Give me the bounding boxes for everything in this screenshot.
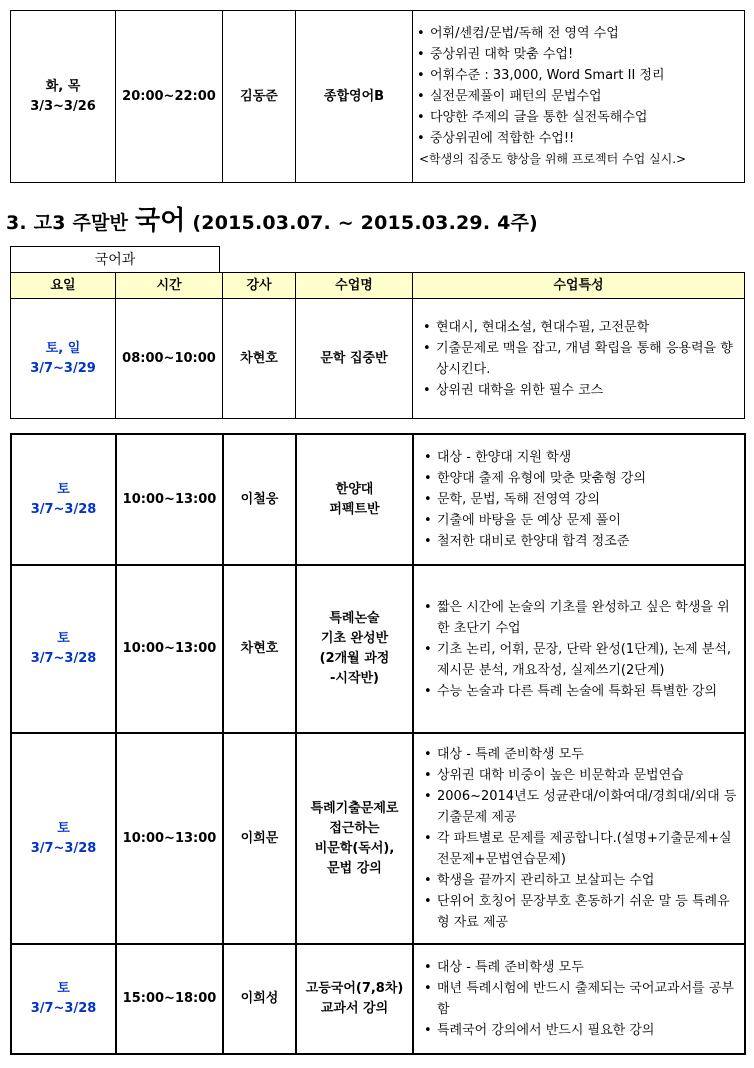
feature-item: • 한양대 출제 유형에 맞춘 맞춤형 강의 <box>424 468 738 489</box>
feature-item: • 수능 논술과 다른 특례 논술에 특화된 특별한 강의 <box>424 681 738 702</box>
feature-item: • 중상위권에 적합한 수업!! <box>417 128 738 149</box>
feature-item: • 중상위권 대학 맞춤 수업! <box>417 44 738 65</box>
teacher-cell: 차현호 <box>223 299 296 419</box>
feature-item: • 매년 특례시험에 반드시 출제되는 국어교과서를 공부함 <box>424 978 738 1020</box>
feature-item: • 어휘수준 : 33,000, Word Smart II 정리 <box>417 65 738 86</box>
feature-item: • 다양한 주제의 글을 통한 실전독해수업 <box>417 107 738 128</box>
feature-item: • 문학, 문법, 독해 전영역 강의 <box>424 489 738 510</box>
feature-item: • 단위어 호칭어 문장부호 혼동하기 쉬운 말 등 특례유형 자료 제공 <box>424 891 738 933</box>
period-text: 3/7~3/28 <box>30 840 97 856</box>
time-cell: 10:00~13:00 <box>116 565 223 733</box>
feature-item: • 현대시, 현대소설, 현대수필, 고전문학 <box>423 317 738 338</box>
teacher-cell: 김동준 <box>223 11 296 183</box>
features-cell <box>413 565 745 733</box>
prev-schedule-table <box>10 10 745 183</box>
course-cell <box>296 944 413 1054</box>
header-teacher: 강사 <box>223 273 296 299</box>
day-text: 토 <box>57 820 70 836</box>
course-line: 퍼펙트반 <box>329 501 380 517</box>
heading-prefix: 3. 고3 주말반 <box>6 212 129 234</box>
course-cell <box>296 565 413 733</box>
korean-schedule-table <box>10 272 745 419</box>
table-row <box>11 944 745 1054</box>
feature-item: • 대상 - 특례 준비학생 모두 <box>424 744 738 765</box>
header-time: 시간 <box>116 273 223 299</box>
course-cell <box>296 733 413 944</box>
feature-item: • 기출문제로 맥을 잡고, 개념 확립을 통해 응용력을 향상시킨다. <box>423 338 738 380</box>
feature-item: • 대상 - 특례 준비학생 모두 <box>424 957 738 978</box>
course-line: 접근하는 <box>329 820 380 836</box>
day-cell <box>11 299 116 419</box>
feature-item: • 특례국어 강의에서 반드시 필요한 강의 <box>424 1020 738 1041</box>
header-day: 요일 <box>11 273 116 299</box>
period-text: 3/7~3/29 <box>30 360 96 376</box>
features-cell <box>413 11 745 183</box>
time-cell: 08:00~10:00 <box>116 299 223 419</box>
feature-item: • 2006~2014년도 성균관대/이화여대/경희대/외대 등 기출문제 제공 <box>424 786 738 828</box>
table-row <box>11 434 745 565</box>
features-cell <box>413 733 745 944</box>
feature-item: • 어휘/센컴/문법/독해 전 영역 수업 <box>417 23 738 44</box>
course-line: (2개월 과정 <box>319 651 390 666</box>
features-cell <box>413 299 745 419</box>
feature-item: • 대상 - 한양대 지원 학생 <box>424 447 738 468</box>
feature-item: • 짧은 시간에 논술의 기초를 완성하고 싶은 학생을 위한 초단기 수업 <box>424 597 738 639</box>
course-cell: 문학 집중반 <box>296 299 413 419</box>
course-cell: 종합영어B <box>296 11 413 183</box>
department-label: 국어과 <box>10 246 220 273</box>
time-cell: 10:00~13:00 <box>116 733 223 944</box>
saturday-schedule-table <box>10 433 746 1055</box>
feature-item: • 기출에 바탕을 둔 예상 문제 풀이 <box>424 510 738 531</box>
feature-item: • 실전문제풀이 패턴의 문법수업 <box>417 86 738 107</box>
heading-period: (2015.03.07. ~ 2015.03.29. 4주) <box>192 212 538 234</box>
feature-item: • 각 파트별로 문제를 제공합니다.(설명+기출문제+실전문제+문법연습문제) <box>424 828 738 870</box>
feature-item: • 상위권 대학 비중이 높은 비문학과 문법연습 <box>424 765 738 786</box>
course-line: -시작반) <box>329 671 379 686</box>
header-row <box>11 273 745 299</box>
time-cell: 10:00~13:00 <box>116 434 223 565</box>
day-cell <box>11 733 116 944</box>
header-course: 수업명 <box>296 273 413 299</box>
features-cell <box>413 434 745 565</box>
day-text: 토 <box>57 481 70 497</box>
course-line: 교과서 강의 <box>320 1001 389 1016</box>
day-text: 토 <box>57 981 70 996</box>
teacher-cell: 이희성 <box>223 944 296 1054</box>
course-cell <box>296 434 413 565</box>
day-text: 화, 목 <box>45 78 81 94</box>
period-text: 3/7~3/28 <box>30 501 97 517</box>
feature-item: • 철저한 대비로 한양대 합격 정조준 <box>424 531 738 552</box>
time-cell: 20:00~22:00 <box>116 11 223 183</box>
table-row <box>11 565 745 733</box>
course-line: 한양대 <box>335 481 374 497</box>
course-line: 기초 완성반 <box>320 631 389 646</box>
course-line: 특례기출문제로 <box>310 800 399 816</box>
section-heading <box>6 200 538 237</box>
table-row <box>11 299 745 419</box>
header-features: 수업특성 <box>413 273 745 299</box>
course-line: 문법 강의 <box>327 860 382 876</box>
features-cell <box>413 944 745 1054</box>
heading-subject: 국어 <box>134 206 186 236</box>
course-line: 고등국어(7,8차) <box>305 981 404 996</box>
day-cell <box>11 944 116 1054</box>
period-text: 3/3~3/26 <box>30 98 96 114</box>
teacher-cell: 이희문 <box>223 733 296 944</box>
time-cell: 15:00~18:00 <box>116 944 223 1054</box>
period-text: 3/7~3/28 <box>30 1001 97 1016</box>
feature-item: • 기초 논리, 어휘, 문장, 단락 완성(1단계), 논제 분석, 제시문 분석, 개요작성, 실제쓰기(2단계) <box>424 639 738 681</box>
day-cell <box>11 565 116 733</box>
day-cell <box>11 434 116 565</box>
day-text: 토, 일 <box>45 340 81 356</box>
period-text: 3/7~3/28 <box>30 651 97 666</box>
table-row <box>11 11 745 183</box>
feature-item: • 상위권 대학을 위한 필수 코스 <box>423 380 738 401</box>
course-line: 특례논술 <box>329 611 380 626</box>
teacher-cell: 차현호 <box>223 565 296 733</box>
table-row <box>11 733 745 944</box>
note-text: <학생의 집중도 향상을 위해 프로젝터 수업 실시.> <box>419 152 687 166</box>
teacher-cell: 이철웅 <box>223 434 296 565</box>
day-cell <box>11 11 116 183</box>
day-text: 토 <box>57 631 70 646</box>
course-line: 비문학(독서), <box>314 840 395 856</box>
feature-item: • 학생을 끝까지 관리하고 보살피는 수업 <box>424 870 738 891</box>
